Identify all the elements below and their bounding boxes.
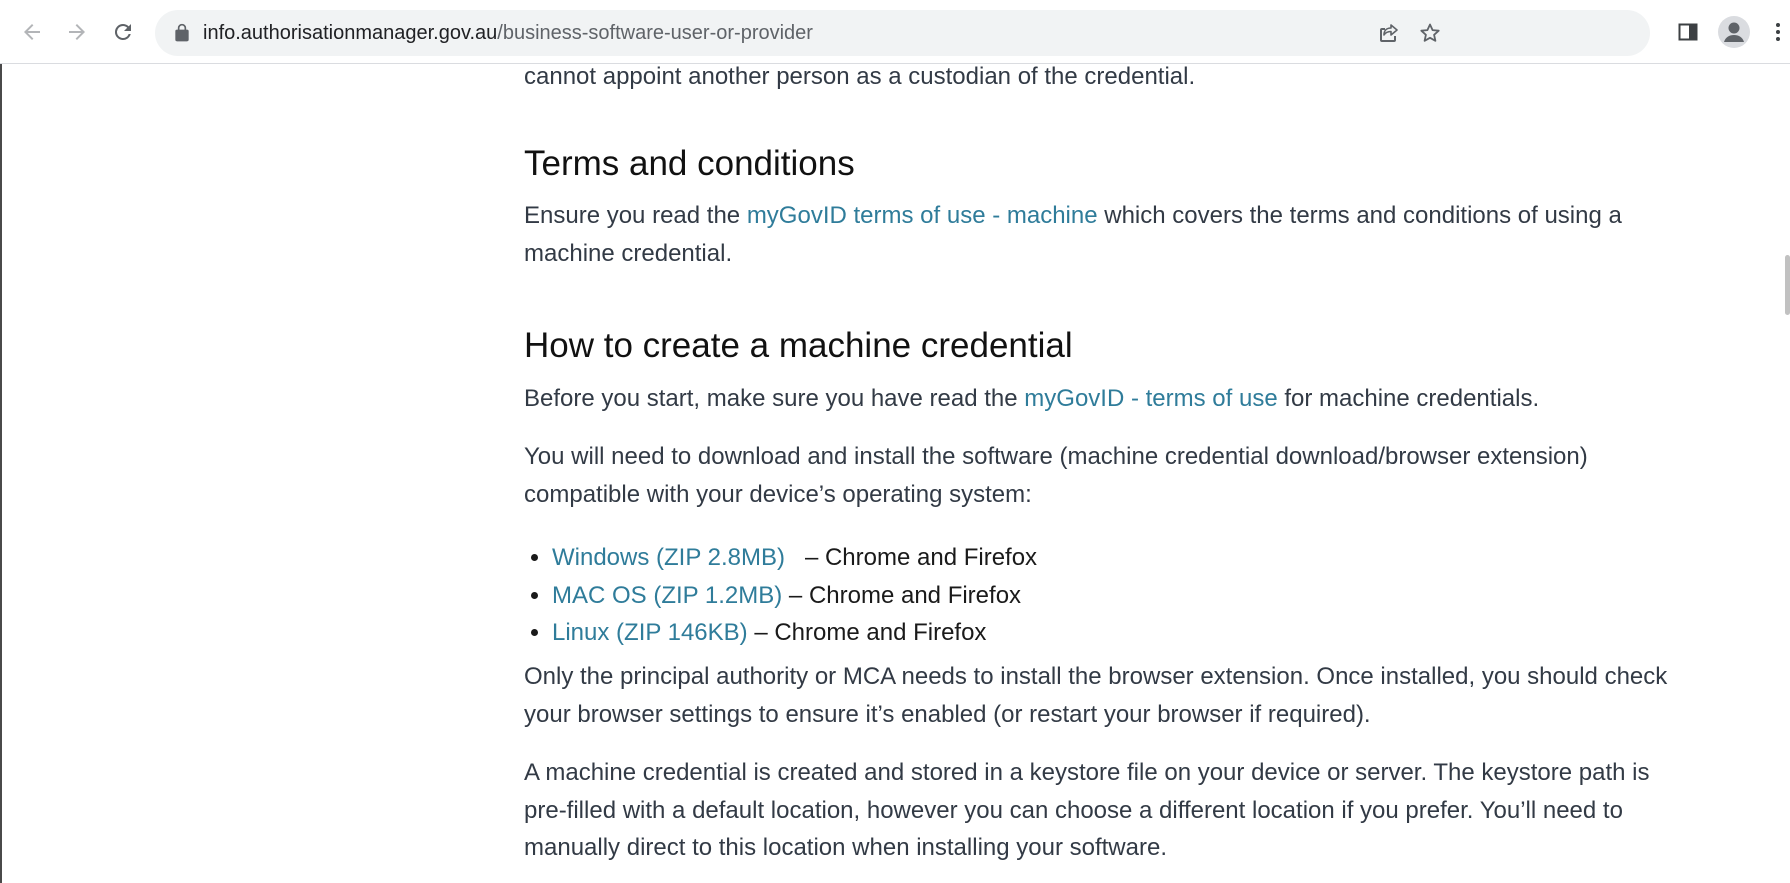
how-to-heading: How to create a machine credential bbox=[524, 326, 1073, 365]
lock-icon[interactable] bbox=[172, 23, 192, 43]
list-item bbox=[552, 614, 1037, 652]
url-domain: info.authorisationmanager.gov.au bbox=[203, 22, 498, 44]
terms-of-use-machine-link[interactable]: myGovID terms of use - machine bbox=[746, 202, 1098, 229]
kebab-menu-icon[interactable] bbox=[1766, 20, 1790, 44]
share-icon[interactable] bbox=[1377, 21, 1401, 45]
p1-text-after: for machine credentials. bbox=[1277, 385, 1540, 412]
back-button[interactable] bbox=[14, 14, 50, 50]
windows-download-link[interactable]: Windows (ZIP 2.8MB) bbox=[552, 544, 785, 571]
download-instructions-paragraph: You will need to download and install the software (machine credential download/browser extension) compatible with your device’s operating system: bbox=[524, 443, 1588, 508]
back-arrow-icon bbox=[20, 20, 44, 44]
terms-text-before: Ensure you read the bbox=[524, 202, 747, 229]
list-item bbox=[552, 539, 1037, 577]
main-content bbox=[524, 64, 1684, 883]
terms-text-after: which covers the terms and conditions of using a machine credential. bbox=[524, 202, 1622, 267]
cut-off-paragraph: cannot appoint another person as a custodian of the credential. bbox=[524, 64, 1196, 90]
star-icon[interactable] bbox=[1418, 21, 1442, 45]
url-text[interactable] bbox=[203, 10, 813, 56]
reload-button[interactable] bbox=[105, 14, 141, 50]
macos-download-link[interactable]: MAC OS (ZIP 1.2MB) bbox=[552, 581, 783, 609]
url-path: /business-software-user-or-provider bbox=[497, 22, 813, 44]
linux-download-desc: – Chrome and Firefox bbox=[747, 619, 987, 646]
forward-button[interactable] bbox=[59, 14, 95, 50]
downloads-list bbox=[524, 539, 1037, 652]
forward-arrow-icon bbox=[65, 20, 89, 44]
terms-heading: Terms and conditions bbox=[524, 144, 855, 183]
browser-extension-paragraph: Only the principal authority or MCA needs to install the browser extension. Once installed, you should check your browser settings to ensure it’s enabled (or restart your browser if required). bbox=[524, 663, 1668, 728]
window-edge bbox=[0, 64, 2, 883]
browser-toolbar bbox=[0, 0, 1790, 64]
linux-download-link[interactable]: Linux (ZIP 146KB) bbox=[552, 619, 748, 646]
reload-icon bbox=[111, 20, 135, 44]
terms-paragraph bbox=[524, 197, 1684, 272]
macos-download-desc: – Chrome and Firefox bbox=[782, 581, 1022, 609]
windows-download-desc: – Chrome and Firefox bbox=[784, 544, 1038, 571]
terms-of-use-link[interactable]: myGovID - terms of use bbox=[1024, 385, 1278, 412]
before-you-start-paragraph bbox=[524, 380, 1684, 418]
side-panel-icon[interactable] bbox=[1676, 20, 1700, 44]
profile-button[interactable] bbox=[1718, 16, 1750, 48]
address-bar[interactable] bbox=[155, 10, 1650, 56]
keystore-paragraph: A machine credential is created and stored in a keystore file on your device or server. The keystore path is pre-filled with a default location, however you can choose a different location if you prefer. You’ll need to manually direct to this location when installing your software. bbox=[524, 759, 1650, 861]
scrollbar-thumb[interactable] bbox=[1785, 255, 1790, 315]
list-item bbox=[552, 577, 1037, 615]
scrollbar[interactable] bbox=[1784, 64, 1790, 883]
p1-text-before: Before you start, make sure you have read the bbox=[524, 385, 1025, 412]
profile-avatar-icon bbox=[1718, 16, 1750, 48]
